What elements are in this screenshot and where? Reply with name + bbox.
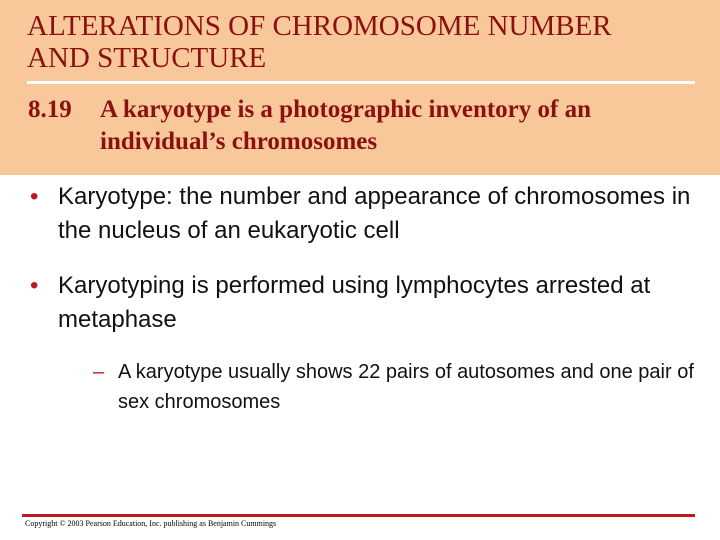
bullet-item-karyotype	[30, 180, 710, 248]
dash-icon: –	[93, 361, 105, 383]
bullet-item-karyotyping	[30, 269, 710, 417]
slide-title	[27, 10, 707, 74]
slide-header	[0, 0, 720, 175]
subtitle-line-2: individual’s chromosomes	[100, 128, 378, 155]
bullet-text: Karyotype: the number and appearance of chromosomes in the nucleus of an eukaryotic cell	[58, 183, 691, 244]
slide-title-line-2: AND STRUCTURE	[27, 42, 267, 74]
bullet-icon: •	[30, 272, 39, 299]
subtitle-line-1: A karyotype is a photographic inventory of an	[100, 96, 592, 123]
slide-title-line-1: ALTERATIONS OF CHROMOSOME NUMBER	[27, 10, 612, 42]
slide-subtitle	[28, 94, 708, 158]
bullet-text: Karyotyping is performed using lymphocytes arrested at metaphase	[58, 272, 651, 333]
header-divider	[27, 81, 695, 84]
sub-bullet-item-autosomes	[58, 357, 710, 417]
footer-divider	[22, 514, 695, 517]
bullet-list	[30, 180, 710, 417]
copyright-notice: Copyright © 2003 Pearson Education, Inc. publishing as Benjamin Cummings	[25, 519, 277, 528]
subtitle-number: 8.19	[28, 96, 72, 123]
bullet-icon: •	[30, 183, 39, 210]
sub-bullet-text: A karyotype usually shows 22 pairs of autosomes and one pair of sex chromosomes	[118, 361, 694, 413]
